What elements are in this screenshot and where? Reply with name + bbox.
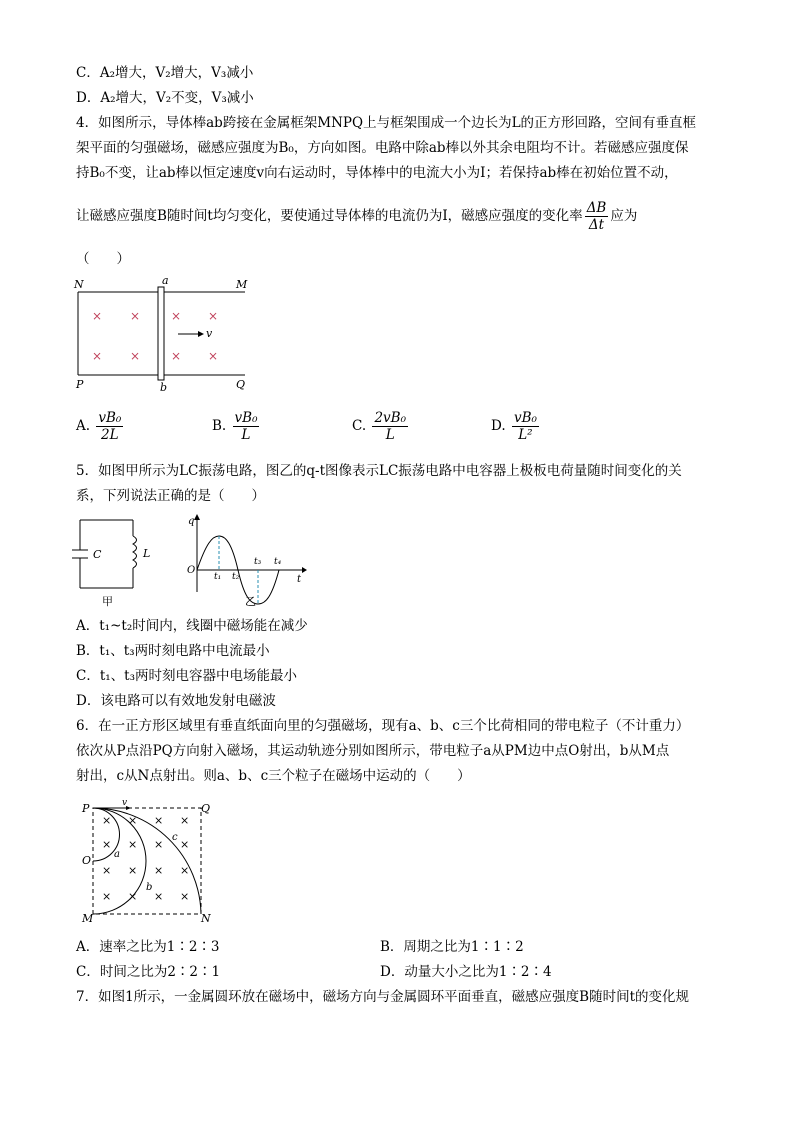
label-a: a	[162, 274, 169, 287]
option-num: vB₀	[513, 410, 537, 426]
label-b: b	[160, 381, 168, 392]
q4-option-c	[352, 410, 410, 443]
q5-figure	[70, 510, 310, 608]
cross-mark: ×	[130, 309, 141, 323]
cross-mark: ×	[154, 890, 164, 903]
lc-circuit	[72, 520, 137, 588]
cross-mark: ×	[180, 838, 190, 851]
conductor-rod-ab	[158, 287, 164, 380]
rate-num: ΔB	[586, 200, 607, 216]
option-label: A.	[76, 418, 91, 434]
cross-mark: ×	[171, 309, 182, 323]
cross-mark: ×	[154, 864, 164, 877]
cross-mark: ×	[171, 349, 182, 363]
cross-mark: ×	[102, 838, 112, 851]
cross-mark: ×	[208, 349, 219, 363]
q7-stem-line1: 7．如图1所示，一金属圆环放在磁场中，磁场方向与金属圆环平面垂直，磁感应强度B随时间t的变化规	[76, 989, 690, 1005]
label-N: N	[74, 278, 84, 291]
cross-mark: ×	[130, 349, 141, 363]
label-c: c	[172, 832, 178, 843]
label-O: O	[82, 854, 92, 867]
cross-mark: ×	[154, 838, 164, 851]
option-num: vB₀	[98, 410, 122, 426]
q6-option-a: A．速率之比为1∶2∶3	[76, 939, 220, 955]
label-N: N	[201, 912, 211, 925]
label-Q: Q	[201, 802, 211, 815]
label-P: P	[82, 802, 90, 815]
q5-option-a: A．t₁~t₂时间内，线圈中磁场能在减少	[76, 618, 308, 634]
option-num: 2vB₀	[374, 410, 406, 426]
option-label: B.	[212, 418, 227, 434]
q6-figure	[76, 798, 216, 926]
cross-mark: ×	[102, 864, 112, 877]
q4-stem-line4	[76, 198, 637, 234]
label-t4: t₄	[274, 557, 282, 567]
cross-mark: ×	[92, 309, 103, 323]
cross-mark: ×	[128, 838, 138, 851]
cross-mark: ×	[180, 890, 190, 903]
label-O: O	[187, 565, 196, 576]
label-v: v	[122, 798, 128, 808]
rate-den: Δt	[588, 217, 605, 233]
label-M: M	[236, 278, 248, 291]
q3-option-c: C．A₂增大，V₂增大，V₃减小	[76, 65, 254, 81]
q3-option-d: D．A₂增大，V₂不变，V₃减小	[76, 90, 254, 106]
cross-mark: ×	[180, 864, 190, 877]
option-label: D.	[491, 418, 506, 434]
q5-stem-line1: 5．如图甲所示为LC振荡电路，图乙的q-t图像表示LC振荡电路中电容器上极板电荷量随时间变化的关	[76, 463, 682, 479]
label-P: P	[76, 378, 84, 391]
label-b: b	[146, 882, 153, 893]
q6-option-d: D．动量大小之比为1∶2∶4	[380, 964, 552, 980]
q6-option-b: B．周期之比为1∶1∶2	[380, 939, 524, 955]
q4-stem-line4-text: 让磁感应强度B随时间t均匀变化，要使通过导体棒的电流仍为I，磁感应强度的变化率	[76, 208, 583, 224]
cross-mark: ×	[128, 890, 138, 903]
label-v: v	[206, 327, 213, 340]
q4-stem-line3: 持B₀不变，让ab棒以恒定速度v向右运动时，导体棒中的电流大小为I；若保持ab棒在初始位置不动，	[76, 165, 678, 181]
label-jia: 甲	[102, 595, 113, 608]
q6-stem-line1: 6．在一正方形区域里有垂直纸面向里的匀强磁场，现有a、b、c三个比荷相同的带电粒子（不计重力）	[76, 718, 690, 734]
cross-mark: ×	[92, 349, 103, 363]
q4-stem-line4-tail: 应为	[610, 208, 638, 224]
q4-figure	[70, 272, 260, 392]
q4-option-d	[491, 410, 541, 443]
label-t: t	[297, 574, 302, 585]
label-C: C	[93, 548, 102, 561]
cross-mark: ×	[208, 309, 219, 323]
label-Q: Q	[236, 378, 246, 391]
q6-stem-line3: 射出，c从N点射出。则a、b、c三个粒子在磁场中运动的（ ）	[76, 768, 471, 784]
option-den: L	[385, 427, 395, 443]
label-t3: t₃	[254, 557, 262, 567]
label-q: q	[188, 516, 195, 527]
q6-option-c: C．时间之比为2∶2∶1	[76, 964, 221, 980]
q6-stem-line2: 依次从P点沿PQ方向射入磁场，其运动轨迹分别如图所示，带电粒子a从PM边中点O射出，b从M点	[76, 743, 670, 759]
cross-mark: ×	[102, 890, 112, 903]
label-t1: t₁	[214, 572, 222, 582]
cross-mark: ×	[128, 864, 138, 877]
trajectory-b	[93, 808, 146, 914]
q4-option-b	[212, 410, 261, 443]
label-L: L	[143, 547, 151, 560]
q4-stem-line1: 4．如图所示，导体棒ab跨接在金属框架MNPQ上与框架围成一个边长为L的正方形回路，空间有垂直框	[76, 115, 697, 131]
q5-stem-line2: 系，下列说法正确的是（ ）	[76, 488, 265, 504]
rate-fraction	[585, 200, 609, 233]
q4-stem-line2: 架平面的匀强磁场，磁感应强度为B₀，方向如图。电路中除ab棒以外其余电阻均不计。若磁感应强度保	[76, 140, 689, 156]
option-den: 2L	[101, 427, 119, 443]
option-num: vB₀	[234, 410, 258, 426]
q4-option-a	[76, 410, 125, 443]
cross-mark: ×	[154, 814, 164, 827]
option-label: C.	[352, 418, 367, 434]
option-den: L	[241, 427, 251, 443]
option-den: L²	[518, 427, 533, 443]
q4-answer-paren: （ ）	[76, 251, 130, 267]
label-a: a	[114, 849, 120, 860]
cross-mark: ×	[128, 814, 138, 827]
q5-option-c: C．t₁、t₃两时刻电容器中电场能最小	[76, 668, 298, 684]
cross-mark: ×	[102, 814, 112, 827]
q5-option-d: D．该电路可以有效地发射电磁波	[76, 693, 276, 709]
label-M: M	[82, 912, 94, 925]
label-t2: t₂	[232, 572, 240, 582]
label-yi: 乙	[245, 595, 256, 608]
cross-mark: ×	[180, 814, 190, 827]
q5-option-b: B．t₁、t₃两时刻电路中电流最小	[76, 643, 270, 659]
